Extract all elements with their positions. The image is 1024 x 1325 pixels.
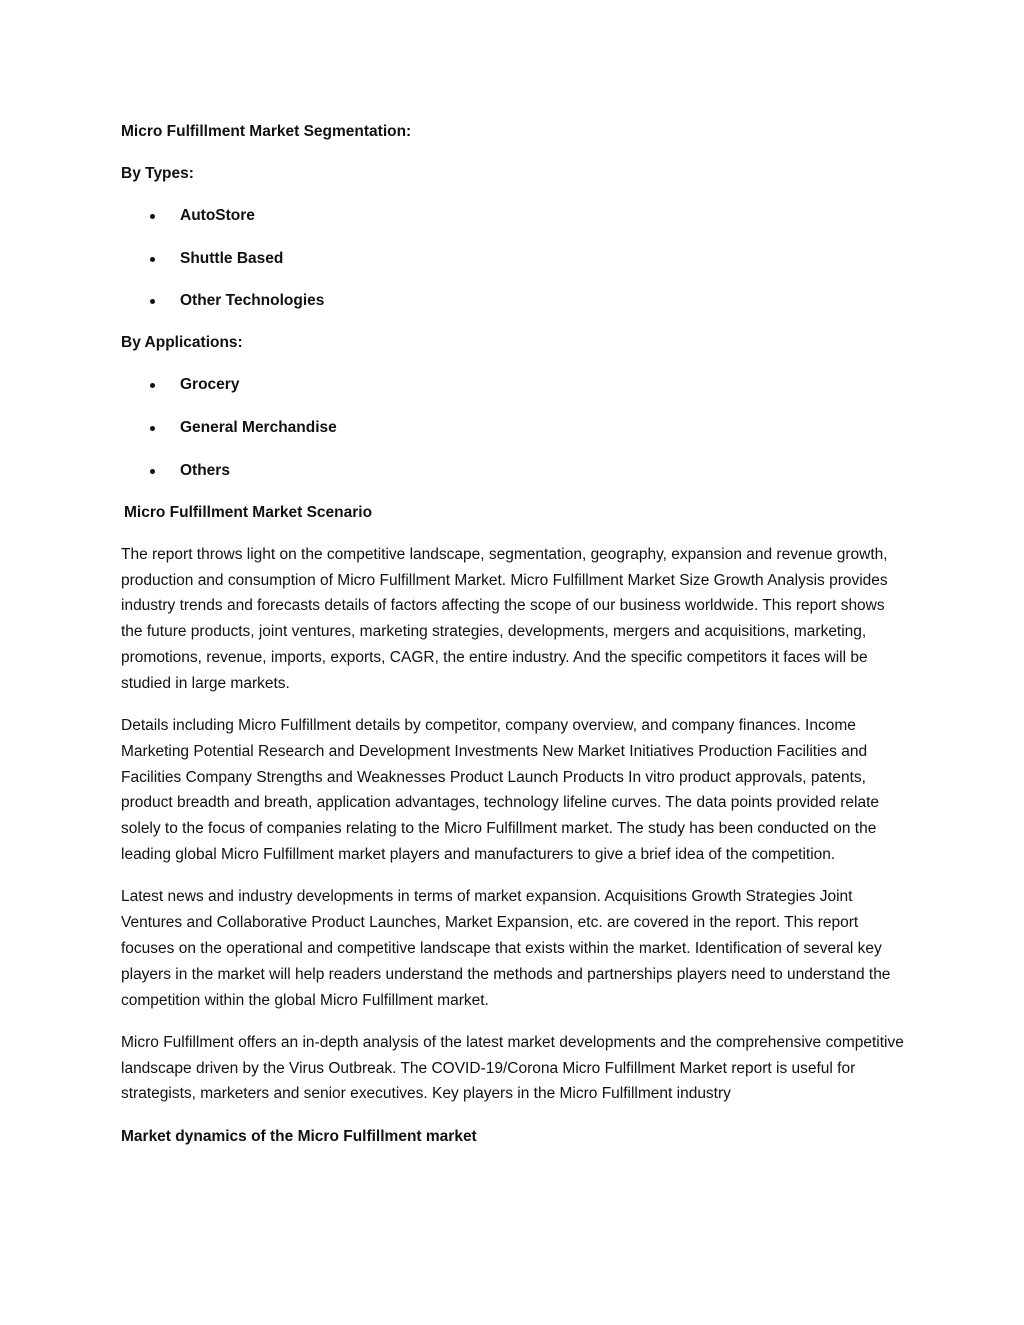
list-item <box>121 203 906 229</box>
list-item <box>121 458 906 484</box>
bullet-icon <box>150 426 155 431</box>
application-label: Grocery <box>180 376 240 394</box>
by-types-heading: By Types: <box>121 165 194 182</box>
dynamics-heading: Market dynamics of the Micro Fulfillment market <box>121 1127 477 1145</box>
bullet-icon <box>150 214 155 219</box>
bullet-icon <box>150 257 155 262</box>
document-page <box>121 119 906 1166</box>
paragraph-analysis-summary: Micro Fulfillment offers an in-depth analysis of the latest market developments and the comprehensive competitive landscape driven by the Virus Outbreak. The COVID-19/Corona Micro Fulfillment Market report is useful for strategists, marketers and senior executives. Key players in the Micro Fulfillment industry <box>121 1033 904 1103</box>
paragraph-competitor-details: Details including Micro Fulfillment details by competitor, company overview, and company finances. Income Marketing Potential Research and Development Investments New Market Initiatives Production Facilities and Facilities Company Strengths and Weaknesses Product Launch Products In vitro product approvals, patents, product breadth and breath, application advantages, technology lifeline curves. The data points provided relate solely to the focus of companies relating to the Micro Fulfillment market. The study has been conducted on the leading global Micro Fulfillment market players and manufacturers to give a brief idea of the competition. <box>121 717 879 864</box>
list-item <box>121 288 906 314</box>
list-item <box>121 415 906 441</box>
by-applications-heading: By Applications: <box>121 334 243 352</box>
type-label: AutoStore <box>180 207 255 224</box>
bullet-icon <box>150 469 155 474</box>
types-list <box>121 203 906 314</box>
paragraph-industry-developments: Latest news and industry developments in terms of market expansion. Acquisitions Growth Strategies Joint Ventures and Collaborative Product Launches, Market Expansion, etc. are covered in the report. This report focuses on the operational and competitive landscape that exists within the market. Identification of several key players in the market will help readers understand the methods and partnerships players need to understand the competition within the global Micro Fulfillment market. <box>121 888 891 1009</box>
list-item <box>121 246 906 272</box>
type-label: Other Technologies <box>180 292 325 310</box>
scenario-heading: Micro Fulfillment Market Scenario <box>124 503 373 521</box>
bullet-icon <box>150 383 155 388</box>
list-item <box>121 372 906 398</box>
applications-list <box>121 372 906 483</box>
paragraph-report-overview: The report throws light on the competitive landscape, segmentation, geography, expansion and revenue growth, production and consumption of Micro Fulfillment Market. Micro Fulfillment Market Size Growth Analysis provides industry trends and forecasts details of factors affecting the scope of our business worldwide. This report shows the future products, joint ventures, marketing strategies, developments, mergers and acquisitions, marketing, promotions, revenue, imports, exports, CAGR, the entire industry. And the specific competitors it faces will be studied in large markets. <box>121 545 888 692</box>
type-label: Shuttle Based <box>180 249 284 267</box>
bullet-icon <box>150 299 155 304</box>
segmentation-heading: Micro Fulfillment Market Segmentation: <box>121 123 412 140</box>
application-label: General Merchandise <box>180 419 337 437</box>
application-label: Others <box>180 461 230 479</box>
